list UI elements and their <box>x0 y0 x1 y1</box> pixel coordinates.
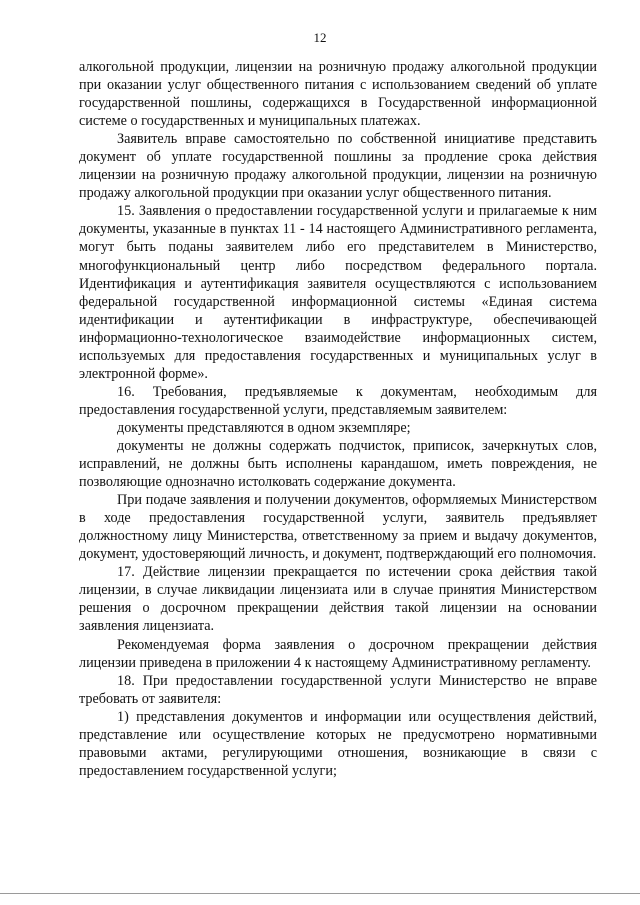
paragraph-16-item-2: документы не должны содержать подчисток, приписок, зачеркнутых слов, исправлений, не должны быть исполнены карандашом, иметь повреждения, не позволяющие однозначно истолковать содержание документа. <box>79 437 597 491</box>
paragraph-16-item-1: документы представляются в одном экземпляре; <box>117 419 411 436</box>
paragraph-15: 15. Заявления о предоставлении государственной услуги и прилагаемые к ним документы, указанные в пунктах 11 - 14 настоящего Административного регламента, могут быть поданы заявителем либо его представителем в Министерство, многофункциональный центр либо посредством федерального портала. Идентификация и аутентификация заявителя осуществляются с использованием федеральной государственной информационной системы «Единая система идентификации и аутентификации в инфраструктуре, обеспечивающей информационно-технологическое взаимодействие информационных систем, используемых для предоставления государственных и муниципальных услуг в электронной форме». <box>79 203 597 382</box>
paragraph-recommended-form: Рекомендуемая форма заявления о досрочном прекращении действия лицензии приведена в приложении 4 к настоящему Административному регламенту. <box>79 636 597 671</box>
page-number: 12 <box>313 30 327 45</box>
paragraph-identity-documents: При подаче заявления и получении документов, оформляемых Министерством в ходе предоставления государственной услуги, заявитель предъявляет должностному лицу Министерства, ответственному за прием и выдачу документов, документ, удостоверяющий личность, и документ, подтверждающий его полномочия. <box>79 492 597 563</box>
paragraph-continuation: алкогольной продукции, лицензии на розничную продажу алкогольной продукции при оказании услуг общественного питания с использованием сведений об уплате государственной пошлины, содержащихся в Государственной информационной системе о государственных и муниципальных платежах. <box>79 59 597 130</box>
footer-rule <box>0 893 640 894</box>
paragraph-17: 17. Действие лицензии прекращается по истечении срока действия такой лицензии, в случае ликвидации лицензиата или в случае принятия Министерством решения о досрочном прекращении действия такой лицензии на основании заявления лицензиата. <box>79 564 597 635</box>
paragraph-18-item-1: 1) представления документов и информации или осуществления действий, представление или осуществление которых не предусмотрено нормативными правовыми актами, регулирующими отношения, возникающие в связи с предоставлением государственной услуги; <box>79 708 597 779</box>
document-text <box>79 58 597 780</box>
paragraph-applicant-right: Заявитель вправе самостоятельно по собственной инициативе представить документ об уплате государственной пошлины за продление срока действия лицензии на розничную продажу алкогольной продукции, лицензии на розничную продажу алкогольной продукции при оказании услуг общественного питания. <box>79 131 597 202</box>
paragraph-16: 16. Требования, предъявляемые к документам, необходимым для предоставления государственной услуги, представляемым заявителем: <box>79 383 597 418</box>
paragraph-18: 18. При предоставлении государственной услуги Министерство не вправе требовать от заявителя: <box>79 672 597 707</box>
